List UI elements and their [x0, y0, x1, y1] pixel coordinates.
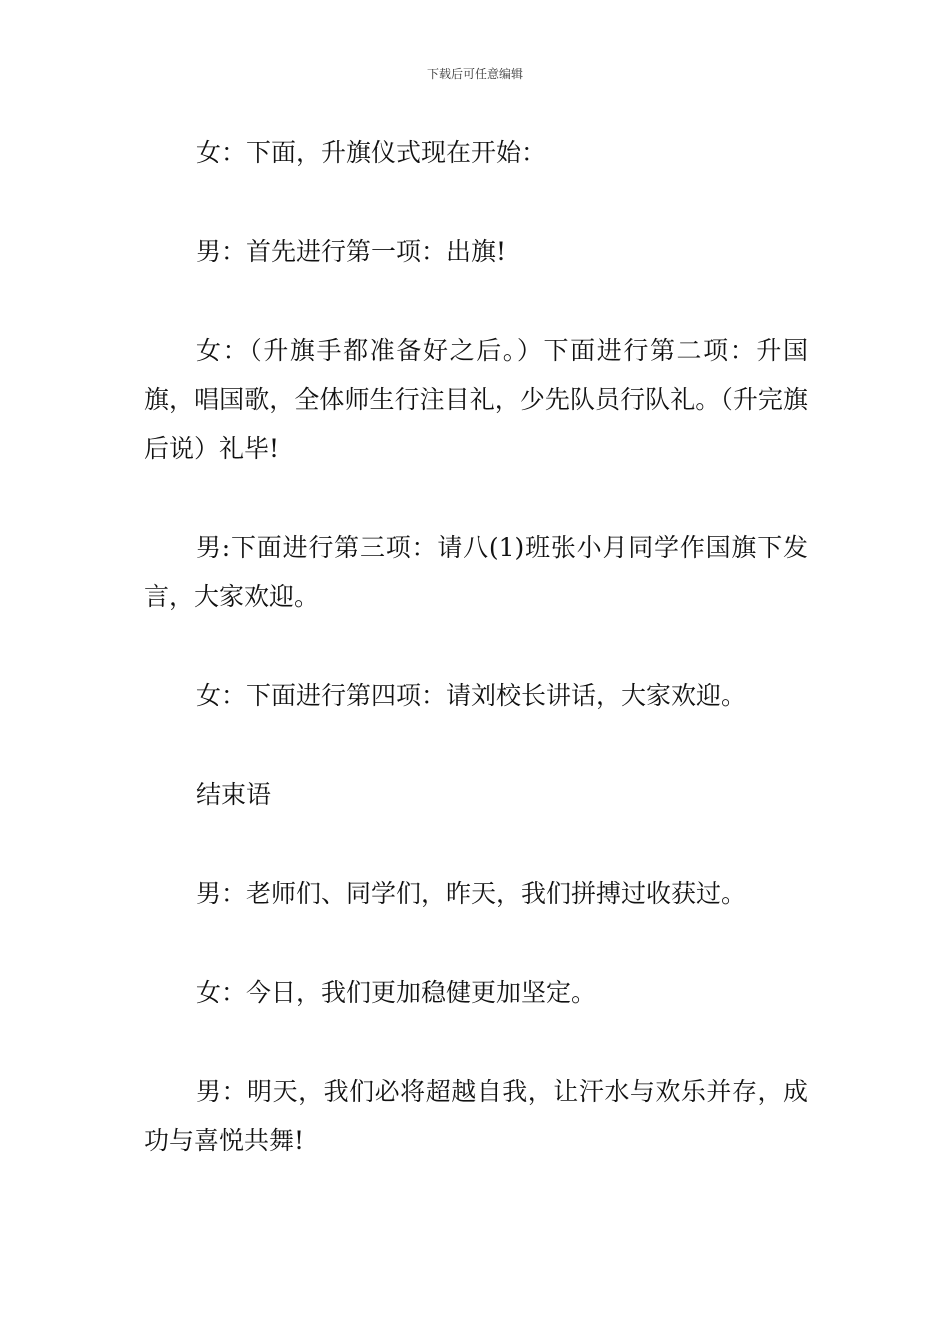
page-header: 下载后可任意编辑	[426, 67, 523, 81]
section-heading-closing: 结束语	[196, 780, 272, 809]
paragraph-8: 女：今日，我们更加稳健更加坚定。	[196, 978, 597, 1007]
paragraph-7: 男：老师们、同学们，昨天，我们拼搏过收获过。	[196, 879, 747, 908]
paragraph-5: 女：下面进行第四项：请刘校长讲话，大家欢迎。	[196, 681, 747, 710]
paragraph-9: 男：明天，我们必将超越自我，让汗水与欢乐并存，成功与喜悦共舞!	[144, 1077, 808, 1155]
document-body	[144, 128, 808, 1215]
paragraph-3: 女：（升旗手都准备好之后。）下面进行第二项：升国旗，唱国歌，全体师生行注目礼，少先队员行队礼。（升完旗后说）礼毕!	[144, 336, 808, 463]
paragraph-4: 男:下面进行第三项：请八(1)班张小月同学作国旗下发言，大家欢迎。	[144, 533, 808, 611]
paragraph-2: 男：首先进行第一项：出旗!	[196, 237, 507, 266]
paragraph-1: 女：下面，升旗仪式现在开始：	[196, 138, 547, 167]
